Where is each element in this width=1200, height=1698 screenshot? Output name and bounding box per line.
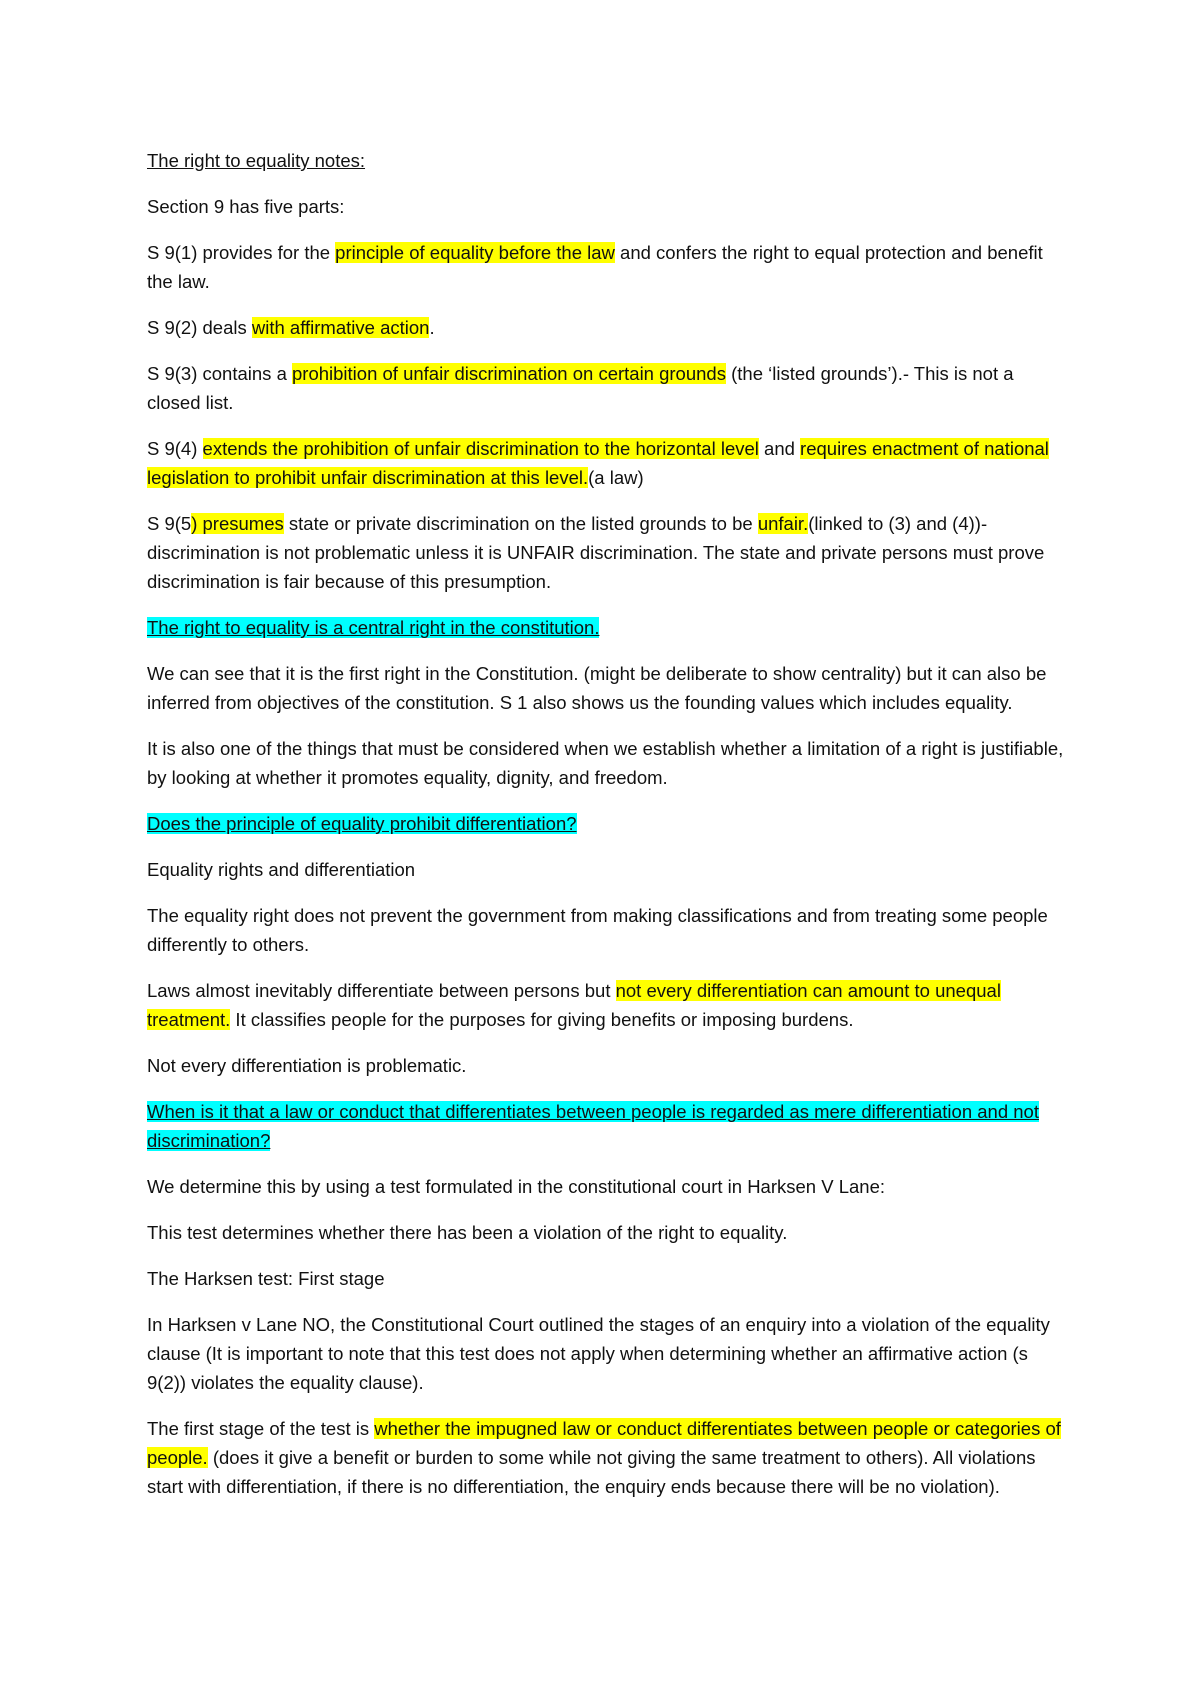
s9-4-text-b: and (758, 438, 801, 459)
s9-1-text-b: and confers the right to equal protection and benefit the law. (147, 242, 1043, 292)
s9-4-highlight-1: extends the prohibition of unfair discrimination to the horizontal level (202, 438, 759, 459)
harksen-paragraph: In Harksen v Lane NO, the Constitutional Court outlined the stages of an enquiry into a violation of the equality clause (It is important to note that this test does not apply when determining whether an affirmative action (s 9(2)) violates the equality clause). (147, 1314, 1050, 1393)
s9-3-highlight: prohibition of unfair discrimination on certain grounds (292, 363, 726, 384)
s9-3-text-b: (the ‘listed grounds’).- This is not a closed list. (147, 363, 1014, 413)
s9-3-paragraph (147, 359, 1067, 417)
s9-5-text-c: (linked to (3) and (4))- discrimination is not problematic unless it is UNFAIR discrimination. The state and private persons must prove discrimination is fair because of this presumption. (147, 513, 1045, 592)
s9-5-paragraph (147, 509, 1067, 596)
title-text: The right to equality notes: (147, 150, 366, 171)
first-right-paragraph: We can see that it is the first right in the Constitution. (might be deliberate to show centrality) but it can also be inferred from objectives of the constitution. S 1 also shows us the founding values which includes equality. (147, 663, 1047, 713)
s9-1-highlight: principle of equality before the law (335, 242, 615, 263)
test-determines-paragraph: This test determines whether there has been a violation of the right to equality. (147, 1222, 788, 1243)
intro-paragraph: Section 9 has five parts: (147, 196, 345, 217)
laws-text-a: Laws almost inevitably differentiate between persons but (147, 980, 616, 1001)
laws-highlight: not every differentiation can amount to unequal treatment. (147, 980, 1001, 1030)
laws-text-b: It classifies people for the purposes for giving benefits or imposing burdens. (230, 1009, 854, 1030)
heading-when-discrimination (147, 1097, 1067, 1155)
harksen-first-stage-heading: The Harksen test: First stage (147, 1268, 385, 1289)
first-stage-text-a: The first stage of the test is (147, 1418, 375, 1439)
s9-2-paragraph (147, 313, 1067, 342)
subheading-equality-rights: Equality rights and differentiation (147, 859, 416, 880)
s9-1-text-a: S 9(1) provides for the (147, 242, 336, 263)
document-title (147, 146, 1067, 175)
classifications-paragraph: The equality right does not prevent the government from making classifications and from treating some people differently to others. (147, 905, 1048, 955)
not-every-paragraph: Not every differentiation is problematic. (147, 1055, 467, 1076)
s9-2-text-a: S 9(2) deals (147, 317, 252, 338)
document-body (147, 146, 1067, 1518)
heading-when-discrimination-text: When is it that a law or conduct that differentiates between people is regarded as mere differentiation and not discrimination? (147, 1101, 1039, 1151)
s9-5-highlight-1: ) presumes (191, 513, 284, 534)
s9-2-highlight: with affirmative action (251, 317, 430, 338)
limitation-paragraph: It is also one of the things that must be considered when we establish whether a limitation of a right is justifiable, by looking at whether it promotes equality, dignity, and freedom. (147, 738, 1064, 788)
s9-5-text-b: state or private discrimination on the listed grounds to be (283, 513, 758, 534)
heading-central-right-text: The right to equality is a central right in the constitution. (147, 617, 600, 638)
first-stage-highlight: whether the impugned law or conduct differentiates between people or categories of people. (147, 1418, 1061, 1468)
s9-5-highlight-2: unfair. (757, 513, 809, 534)
laws-paragraph (147, 976, 1067, 1034)
s9-5-text-a: S 9(5 (147, 513, 192, 534)
heading-differentiation (147, 809, 1067, 838)
test-paragraph: We determine this by using a test formulated in the constitutional court in Harksen V Lane: (147, 1176, 885, 1197)
s9-3-text-a: S 9(3) contains a (147, 363, 292, 384)
s9-1-paragraph (147, 238, 1067, 296)
s9-2-text-b: . (429, 317, 435, 338)
heading-differentiation-text: Does the principle of equality prohibit differentiation? (147, 813, 577, 834)
s9-4-paragraph (147, 434, 1067, 492)
s9-4-text-c: (a law) (588, 467, 644, 488)
s9-4-highlight-2: requires enactment of national legislation to prohibit unfair discrimination at this level. (147, 438, 1049, 488)
s9-4-text-a: S 9(4) (147, 438, 203, 459)
first-stage-text-b: (does it give a benefit or burden to some while not giving the same treatment to others). All violations start with differentiation, if there is no differentiation, the enquiry ends because there will be no violation). (147, 1447, 1036, 1497)
heading-central-right (147, 613, 1067, 642)
first-stage-paragraph (147, 1414, 1067, 1501)
